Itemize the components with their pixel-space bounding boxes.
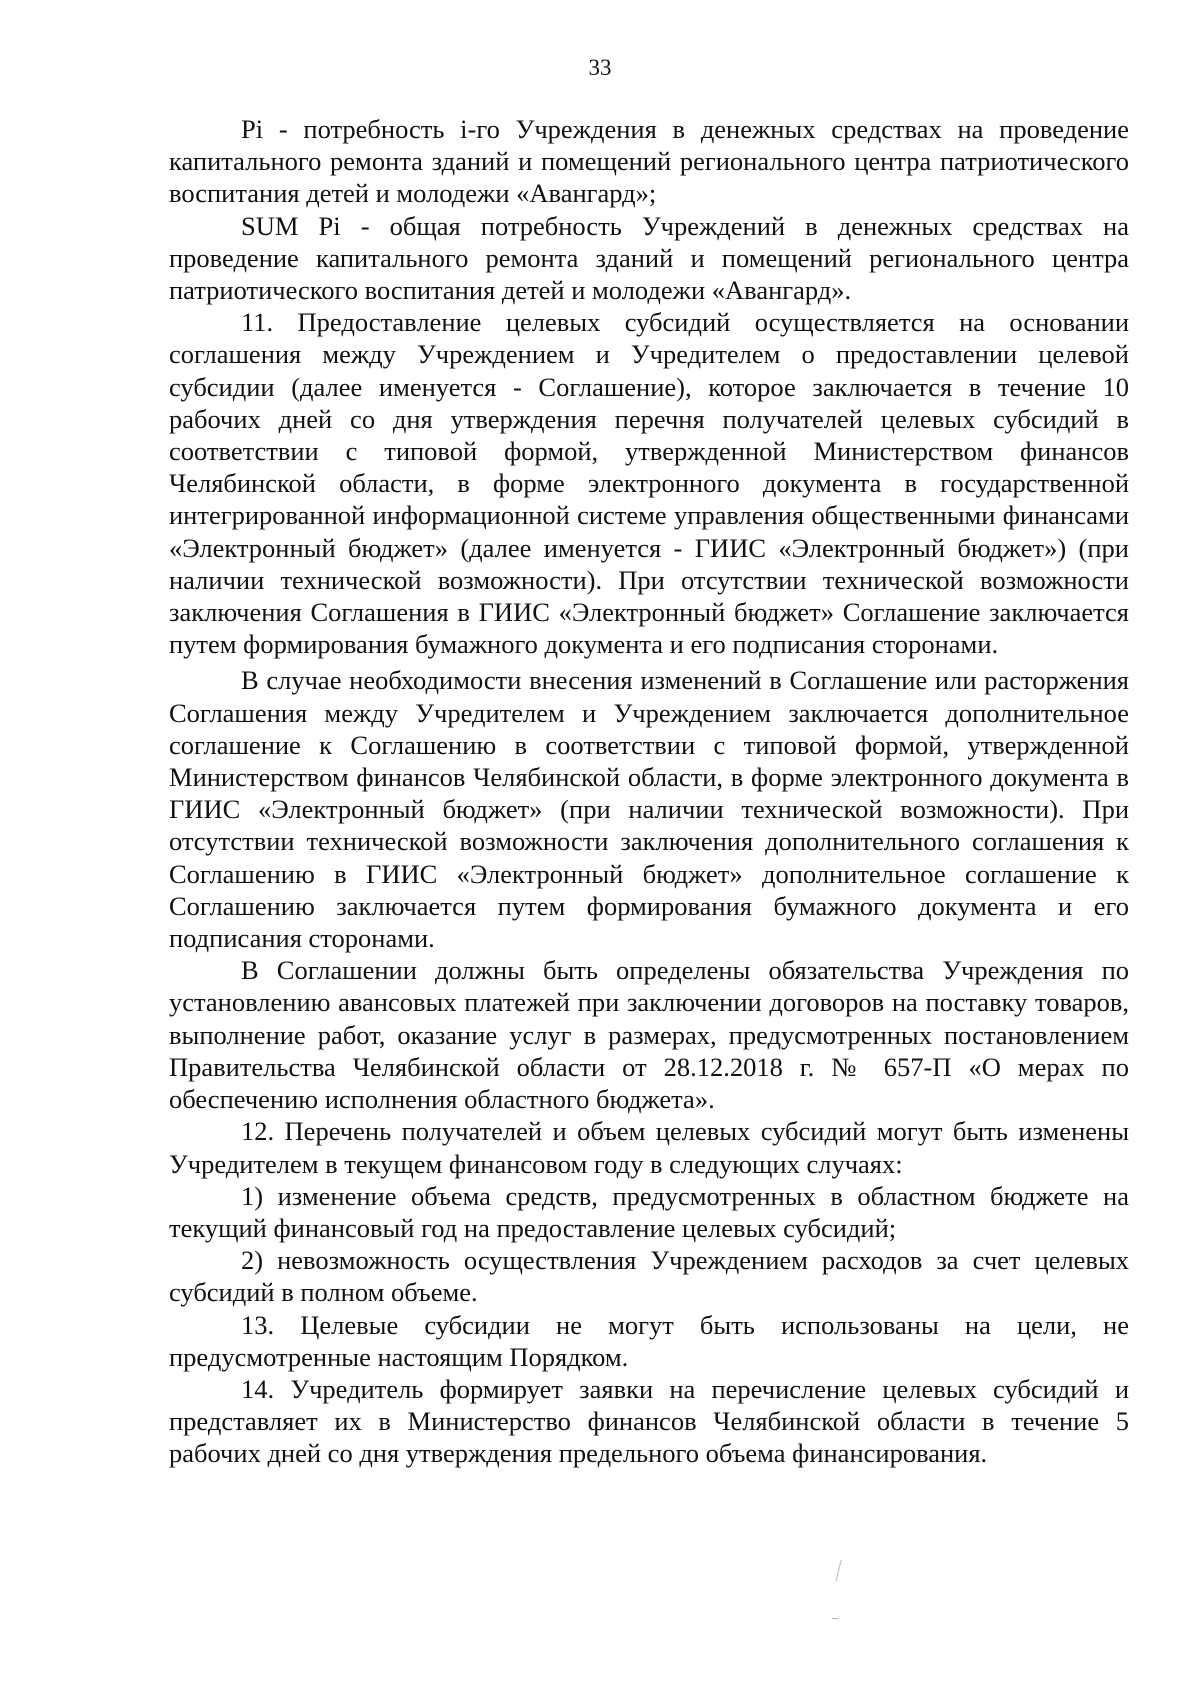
- paragraph-pi-definition: Pi - потребность i-го Учреждения в денежных средствах на проведение капитального ремонта зданий и помещений регионального центра патриотического воспитания детей и молодежи «Авангард»;: [169, 114, 1129, 209]
- paragraph-agreement-changes: В случае необходимости внесения изменений в Соглашение или расторжения Соглашения между Учредителем и Учреждением заключается дополнительное соглашение к Соглашению в соответствии с типовой формой, утвержденной Министерством финансов Челябинской области, в форме электронного документа в ГИИС «Электронный бюджет» (при наличии технической возможности). При отсутствии технической возможности заключения дополнительного соглашения к Соглашению в ГИИС «Электронный бюджет» дополнительное соглашение к Соглашению заключается путем формирования бумажного документа и его подписания сторонами.: [169, 665, 1129, 954]
- paragraph-item-12-case-1: 1) изменение объема средств, предусмотренных в областном бюджете на текущий финансовый год на предоставление целевых субсидий;: [169, 1180, 1129, 1243]
- paragraph-advance-payments: В Соглашении должны быть определены обязательства Учреждения по установлению авансовых платежей при заключении договоров на поставку товаров, выполнение работ, оказание услуг в размерах, предусмотренных постановлением Правительства Челябинской области от 28.12.2018 г. № 657-П «О мерах по обеспечению исполнения областного бюджета».: [169, 955, 1129, 1115]
- paragraph-item-11: 11. Предоставление целевых субсидий осуществляется на основании соглашения между Учреждением и Учредителем о предоставлении целевой субсидии (далее именуется - Соглашение), которое заключается в течение 10 рабочих дней со дня утверждения перечня получателей целевых субсидий в соответствии с типовой формой, утвержденной Министерством финансов Челябинской области, в форме электронного документа в государственной интегрированной информационной системе управления общественными финансами «Электронный бюджет» (далее именуется - ГИИС «Электронный бюджет») (при наличии технической возможности). При отсутствии технической возможности заключения Соглашения в ГИИС «Электронный бюджет» Соглашение заключается путем формирования бумажного документа и его подписания сторонами.: [169, 307, 1129, 660]
- paragraph-item-14: 14. Учредитель формирует заявки на перечисление целевых субсидий и представляет их в Министерство финансов Челябинской области в течение 5 рабочих дней со дня утверждения предельного объема финансирования.: [169, 1373, 1129, 1469]
- scan-mark: [835, 1560, 844, 1582]
- page-number: 33: [588, 55, 612, 80]
- paragraph-sum-pi-definition: SUM Pi - общая потребность Учреждений в денежных средствах на проведение капитального ремонта зданий и помещений регионального центра патриотического воспитания детей и молодежи «Авангард».: [169, 210, 1129, 306]
- paragraph-item-13: 13. Целевые субсидии не могут быть использованы на цели, не предусмотренные настоящим Порядком.: [169, 1309, 1129, 1372]
- document-body: [169, 113, 1129, 1470]
- paragraph-item-12: 12. Перечень получателей и объем целевых субсидий могут быть изменены Учредителем в текущем финансовом году в следующих случаях:: [169, 1116, 1129, 1179]
- scan-dot: [832, 1618, 838, 1619]
- paragraph-item-12-case-2: 2) невозможность осуществления Учреждением расходов за счет целевых субсидий в полном объеме.: [169, 1245, 1129, 1308]
